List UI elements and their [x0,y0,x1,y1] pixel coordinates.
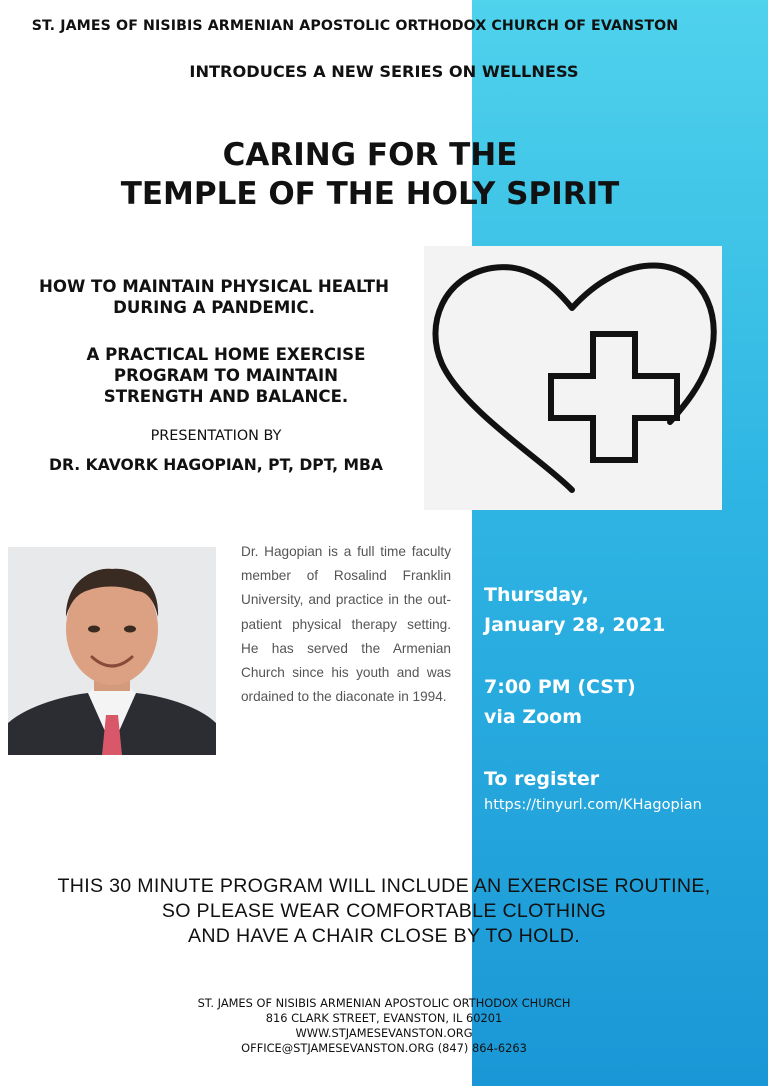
topic-2 [10,344,442,407]
church-name-header: ST. JAMES OF NISIBIS ARMENIAN APOSTOLIC ORTHODOX CHURCH OF EVANSTON [31,18,679,34]
topic-1-line-1: HOW TO MAINTAIN PHYSICAL HEALTH [38,277,390,296]
page-title [0,136,740,214]
left-eye [88,626,100,633]
program-note-line-2: SO PLEASE WEAR COMFORTABLE CLOTHING [161,900,607,922]
program-note-line-1: THIS 30 MINUTE PROGRAM WILL INCLUDE AN EXERCISE ROUTINE, [57,875,711,897]
footer-contact[interactable]: OFFICE@STJAMESEVANSTON.ORG (847) 864-6263 [241,1041,527,1055]
topic-1 [10,276,418,318]
heart-with-cross-icon [424,246,722,510]
event-day: Thursday, [484,584,589,606]
event-date: January 28, 2021 [484,614,666,636]
right-eye [124,626,136,633]
topic-2-line-2: PROGRAM TO MAINTAIN [113,366,339,385]
series-intro: INTRODUCES A NEW SERIES ON WELLNESS [189,62,579,81]
cross-outline [551,334,677,460]
register-label: To register [484,768,600,790]
topic-2-line-3: STRENGTH AND BALANCE. [103,387,349,406]
register-link[interactable]: https://tinyurl.com/KHagopian [484,797,702,813]
footer-address: 816 CLARK STREET, EVANSTON, IL 60201 [265,1011,503,1025]
topic-2-line-1: A PRACTICAL HOME EXERCISE [86,345,366,364]
topic-1-line-2: DURING A PANDEMIC. [113,298,315,317]
footer-website[interactable]: WWW.STJAMESEVANSTON.ORG [295,1026,473,1040]
footer-church: ST. JAMES OF NISIBIS ARMENIAN APOSTOLIC ORTHODOX CHURCH [197,996,571,1010]
presenter-bio: Dr. Hagopian is a full time faculty member of Rosalind Franklin University, and practice in the out-patient physical therapy setting. He has served the Armenian Church since his youth and was ordained to the diaconate in 1994. [241,544,451,705]
presenter-photo [8,547,216,755]
program-note-line-3: AND HAVE A CHAIR CLOSE BY TO HOLD. [187,925,581,947]
presenter-name: DR. KAVORK HAGOPIAN, PT, DPT, MBA [49,456,383,474]
program-note [0,874,768,949]
title-line-2: TEMPLE OF THE HOLY SPIRIT [120,176,620,212]
footer [0,996,768,1056]
title-line-1: CARING FOR THE [222,137,518,173]
presentation-label: PRESENTATION BY [150,428,282,444]
event-platform: via Zoom [484,706,583,728]
event-time: 7:00 PM (CST) [484,676,636,698]
